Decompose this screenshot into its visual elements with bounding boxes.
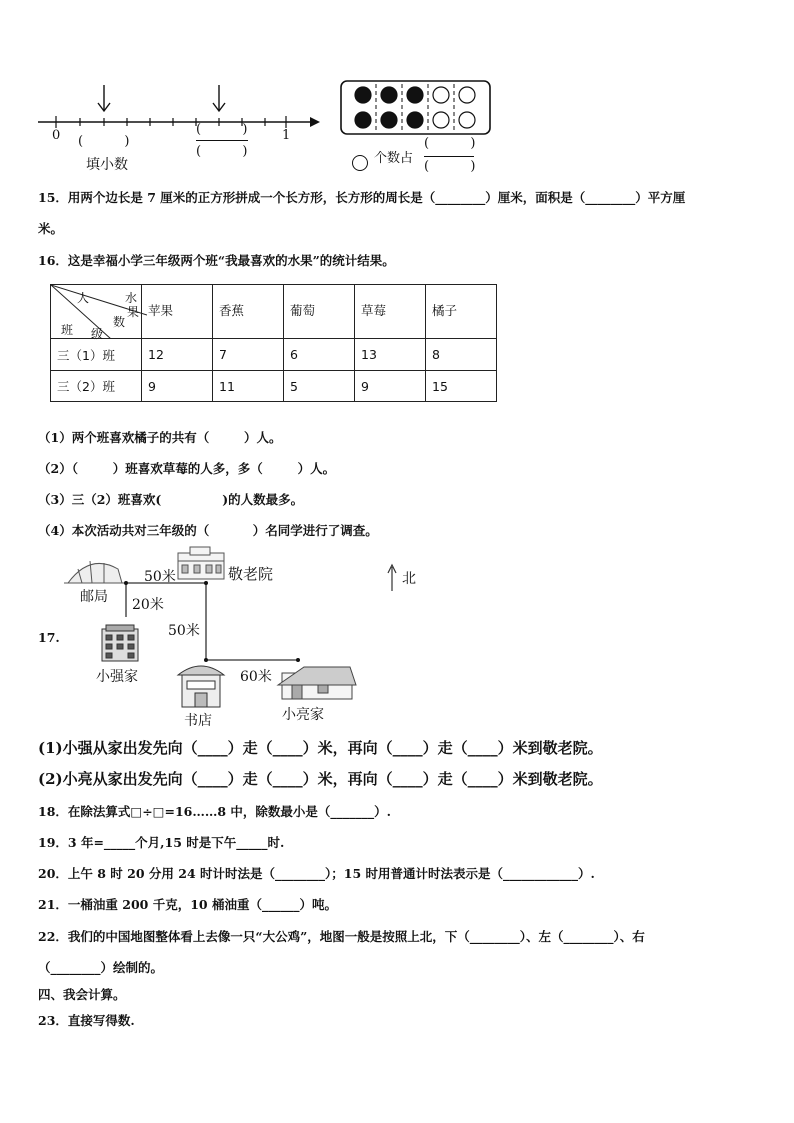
table-cell: 15 [426, 371, 497, 402]
table-cell: 12 [142, 339, 213, 371]
filled-dot [355, 87, 371, 103]
label-bookstore: 书店 [184, 713, 212, 729]
empty-dot [459, 112, 475, 128]
post-office-icon [64, 561, 126, 583]
column-header: 香蕉 [213, 285, 284, 339]
question-15-line1: 15．用两个边长是 7 厘米的正方形拼成一个长方形，长方形的周长是（________）厘米，面积是（________）平方厘 [38, 190, 686, 205]
fruit-stats-table [50, 284, 497, 402]
distance-label-20: 20米 [132, 597, 164, 613]
table-cell: 5 [284, 371, 355, 402]
table-cell: 9 [355, 371, 426, 402]
dots-fraction-numerator: ( ) [424, 136, 476, 151]
question-21: 21．一桶油重 200 千克，10 桶油重（______）吨。 [38, 897, 337, 912]
distance-label-60: 60米 [240, 669, 272, 685]
table-cell: 13 [355, 339, 426, 371]
column-header: 橘子 [426, 285, 497, 339]
label-north: 北 [402, 571, 416, 587]
fraction-bar [196, 140, 248, 141]
corner-text-ban: 班 [61, 323, 74, 337]
corner-text-ren: 人 [77, 291, 90, 305]
question-20: 20．上午 8 时 20 分用 24 时计时法是（________）；15 时用普通计时法表示是（____________）. [38, 866, 595, 881]
question-17-sub1: (1)小强从家出发先向（____）走（____）米，再向（____）走（____）米到敬老院。 [38, 739, 603, 757]
label-post-office: 邮局 [80, 589, 108, 605]
question-16-sub3: （3）三（2）班喜欢( )的人数最多。 [38, 492, 304, 507]
corner-text-shu: 数 [113, 315, 126, 329]
column-header: 草莓 [355, 285, 426, 339]
label-xiaoqiang-home: 小强家 [96, 669, 138, 685]
dot-frame-svg [340, 80, 492, 136]
column-header: 葡萄 [284, 285, 355, 339]
apartment-building-icon [102, 625, 138, 661]
arrow-down-icon [98, 85, 110, 111]
question-23: 23．直接写得数. [38, 1013, 135, 1028]
table-cell: 8 [426, 339, 497, 371]
table-row [51, 339, 497, 371]
distance-label-50-top: 50米 [144, 569, 176, 585]
dots-fraction-bar [424, 156, 474, 157]
question-17-sub2: (2)小亮从家出发先向（____）走（____）米，再向（____）走（____）米到敬老院。 [38, 770, 603, 788]
table-cell: 6 [284, 339, 355, 371]
fraction-numerator-blank: ( ) [196, 122, 248, 137]
label-xiaoliang-home: 小亮家 [282, 707, 324, 723]
corner-text-shui: 水 [125, 291, 138, 305]
question-17-number: 17. [38, 630, 60, 645]
bookstore-icon [178, 666, 224, 707]
row-label: 三（1）班 [51, 339, 142, 371]
filled-dot [381, 87, 397, 103]
corner-text-ji: 级 [91, 327, 104, 341]
question-22-line2: （________）绘制的。 [38, 960, 164, 975]
table-cell: 9 [142, 371, 213, 402]
corner-text-guo: 果 [127, 305, 140, 319]
table-cell: 11 [213, 371, 284, 402]
numberline-caption: 填小数 [86, 157, 128, 173]
section-4-heading: 四、我会计算。 [38, 987, 126, 1002]
circle-icon [352, 155, 368, 171]
question-16-sub1: （1）两个班喜欢橘子的共有（ ）人。 [38, 430, 282, 445]
row-label: 三（2）班 [51, 371, 142, 402]
tick-label-0: 0 [52, 128, 61, 143]
tick-label-1: 1 [282, 128, 291, 143]
table-row [51, 371, 497, 402]
question-16-sub4: （4）本次活动共对三年级的（ ）名同学进行了调查。 [38, 523, 378, 538]
empty-dot [433, 112, 449, 128]
table-corner-cell [51, 285, 142, 339]
label-nursing-home: 敬老院 [228, 565, 274, 583]
north-arrow-icon [388, 565, 396, 591]
column-header: 苹果 [142, 285, 213, 339]
question-16-sub2: （2）（ ）班喜欢草莓的人多，多（ ）人。 [38, 461, 336, 476]
dot-frame-figure [340, 80, 492, 136]
filled-dot [407, 112, 423, 128]
distance-label-50-mid: 50米 [168, 623, 200, 639]
question-15-line2: 米。 [38, 221, 64, 236]
question-22-line1: 22．我们的中国地图整体看上去像一只“大公鸡”，地图一般是按照上北，下（________）、左（________）、右 [38, 929, 645, 944]
filled-dot [355, 112, 371, 128]
decimal-blank: ( ) [78, 134, 130, 149]
table-cell: 7 [213, 339, 284, 371]
nursing-home-icon [178, 547, 224, 579]
fraction-denominator-blank: ( ) [196, 144, 248, 159]
question-19: 19．3 年=_____个月,15 时是下午_____时. [38, 835, 285, 850]
house-icon [278, 667, 356, 699]
dots-fraction-denominator: ( ) [424, 159, 476, 174]
filled-dot [381, 112, 397, 128]
question-16-intro: 16．这是幸福小学三年级两个班“我最喜欢的水果”的统计结果。 [38, 253, 395, 268]
arrow-down-icon [213, 85, 225, 111]
table-header-row [51, 285, 497, 339]
empty-dot [459, 87, 475, 103]
filled-dot [407, 87, 423, 103]
empty-dot [433, 87, 449, 103]
dots-caption: 个数占 [374, 151, 414, 166]
question-18: 18．在除法算式□÷□=16……8 中，除数最小是（_______）. [38, 804, 392, 819]
